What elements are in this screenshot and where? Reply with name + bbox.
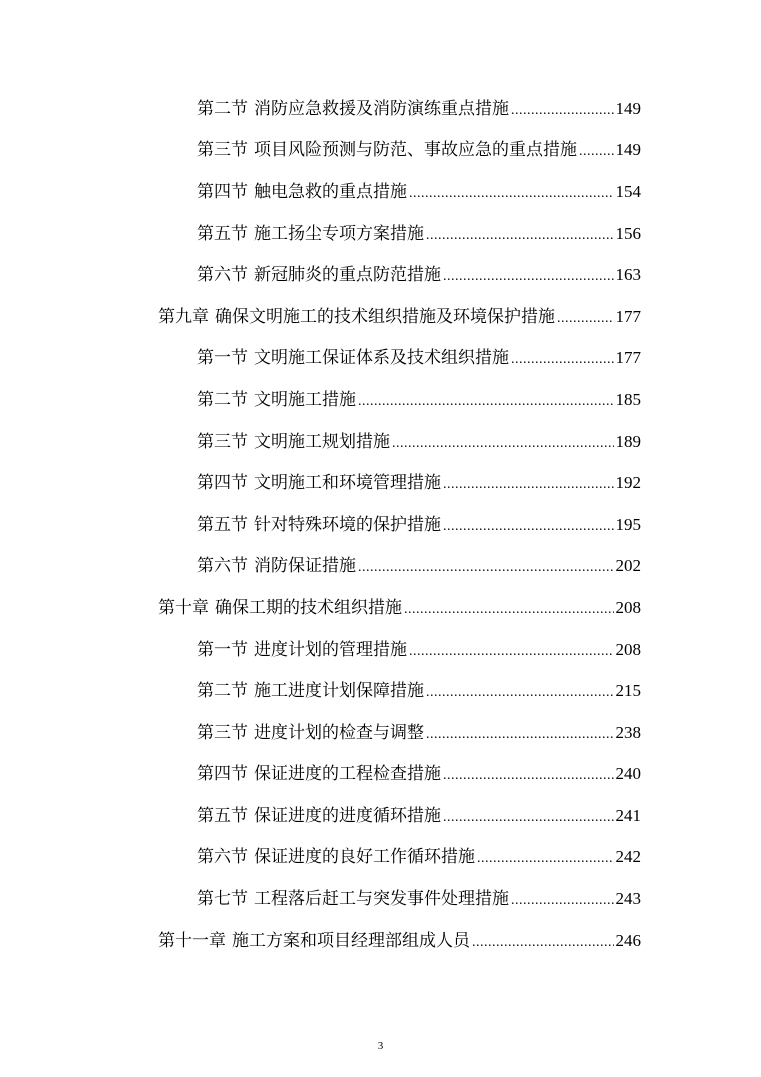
toc-leader-dots: [443, 266, 614, 288]
table-of-contents: [0, 88, 761, 961]
toc-entry-number: 第一节: [197, 348, 248, 369]
toc-entry-title: 项目风险预测与防范、事故应急的重点措施: [254, 140, 577, 161]
toc-entry-label: [197, 763, 441, 785]
toc-entry-label: [197, 846, 475, 868]
toc-entry-page: 177: [615, 306, 641, 326]
toc-entry-number: 第二节: [197, 389, 248, 410]
toc-leader-dots: [511, 100, 614, 122]
toc-entry-page: 242: [615, 847, 641, 867]
toc-entry-label: [158, 597, 402, 619]
toc-entry-page: 189: [615, 431, 641, 451]
toc-entry-page: 243: [615, 889, 641, 909]
toc-section-entry[interactable]: [0, 171, 641, 213]
toc-leader-dots: [511, 349, 614, 371]
toc-leader-dots: [358, 391, 614, 413]
toc-section-entry[interactable]: [0, 254, 641, 296]
toc-entry-label: [197, 472, 441, 494]
toc-entry-title: 触电急救的重点措施: [254, 181, 407, 202]
toc-entry-title: 施工进度计划保障措施: [254, 681, 424, 702]
toc-entry-page: 202: [615, 556, 641, 576]
toc-entry-number: 第六节: [197, 265, 248, 286]
toc-entry-number: 第二节: [197, 98, 248, 119]
toc-leader-dots: [443, 516, 614, 538]
toc-leader-dots: [443, 807, 614, 829]
toc-entry-label: [197, 805, 441, 827]
toc-entry-label: [197, 223, 424, 245]
toc-entry-title: 新冠肺炎的重点防范措施: [254, 265, 441, 286]
toc-entry-label: [197, 514, 441, 536]
toc-leader-dots: [392, 433, 614, 455]
toc-section-entry[interactable]: [0, 837, 641, 879]
toc-entry-number: 第三节: [197, 722, 248, 743]
toc-leader-dots: [358, 557, 614, 579]
toc-leader-dots: [579, 141, 614, 163]
toc-section-entry[interactable]: [0, 754, 641, 796]
toc-entry-number: 第三节: [197, 140, 248, 161]
toc-section-entry[interactable]: [0, 462, 641, 504]
toc-entry-page: 208: [615, 639, 641, 659]
toc-leader-dots: [511, 890, 614, 912]
toc-entry-number: 第五节: [197, 223, 248, 244]
toc-leader-dots: [409, 183, 614, 205]
toc-entry-title: 消防保证措施: [254, 556, 356, 577]
toc-leader-dots: [404, 599, 614, 621]
toc-section-entry[interactable]: [0, 213, 641, 255]
toc-section-entry[interactable]: [0, 130, 641, 172]
toc-entry-title: 保证进度的进度循环措施: [254, 805, 441, 826]
toc-entry-page: 163: [615, 265, 641, 285]
toc-entry-title: 文明施工规划措施: [254, 431, 390, 452]
toc-entry-number: 第六节: [197, 847, 248, 868]
toc-entry-number: 第四节: [197, 181, 248, 202]
toc-section-entry[interactable]: [0, 629, 641, 671]
toc-leader-dots: [426, 225, 614, 247]
toc-leader-dots: [472, 932, 614, 954]
toc-entry-title: 文明施工措施: [254, 389, 356, 410]
toc-entry-number: 第七节: [197, 889, 248, 910]
toc-section-entry[interactable]: [0, 878, 641, 920]
toc-entry-label: [197, 888, 509, 910]
page-number: 3: [377, 1040, 384, 1052]
toc-section-entry[interactable]: [0, 504, 641, 546]
toc-entry-title: 工程落后赶工与突发事件处理措施: [254, 889, 509, 910]
toc-entry-title: 消防应急救援及消防演练重点措施: [254, 98, 509, 119]
toc-entry-label: [197, 389, 356, 411]
toc-entry-title: 文明施工和环境管理措施: [254, 473, 441, 494]
toc-leader-dots: [426, 682, 614, 704]
toc-leader-dots: [409, 641, 614, 663]
toc-entry-title: 保证进度的良好工作循环措施: [254, 847, 475, 868]
toc-entry-label: [197, 431, 390, 453]
toc-leader-dots: [443, 474, 614, 496]
toc-chapter-entry[interactable]: [0, 296, 641, 338]
toc-entry-label: [197, 264, 441, 286]
toc-entry-label: [197, 181, 407, 203]
toc-entry-title: 进度计划的检查与调整: [254, 722, 424, 743]
toc-entry-number: 第一节: [197, 639, 248, 660]
toc-leader-dots: [443, 765, 614, 787]
toc-entry-number: 第九章: [158, 306, 209, 327]
toc-entry-label: [197, 98, 509, 120]
toc-entry-label: [197, 680, 424, 702]
toc-entry-title: 确保工期的技术组织措施: [215, 597, 402, 618]
toc-entry-title: 文明施工保证体系及技术组织措施: [254, 348, 509, 369]
toc-entry-label: [197, 139, 577, 161]
toc-entry-page: 149: [615, 140, 641, 160]
toc-section-entry[interactable]: [0, 712, 641, 754]
toc-chapter-entry[interactable]: [0, 587, 641, 629]
toc-entry-page: 238: [615, 722, 641, 742]
toc-entry-page: 208: [615, 597, 641, 617]
toc-entry-number: 第五节: [197, 514, 248, 535]
toc-chapter-entry[interactable]: [0, 920, 641, 962]
toc-leader-dots: [477, 848, 614, 870]
toc-section-entry[interactable]: [0, 670, 641, 712]
toc-entry-label: [197, 639, 407, 661]
toc-entry-page: 240: [615, 764, 641, 784]
toc-entry-page: 156: [615, 223, 641, 243]
toc-entry-title: 保证进度的工程检查措施: [254, 764, 441, 785]
toc-entry-number: 第五节: [197, 805, 248, 826]
toc-entry-number: 第四节: [197, 764, 248, 785]
toc-entry-number: 第四节: [197, 473, 248, 494]
toc-section-entry[interactable]: [0, 379, 641, 421]
toc-entry-number: 第十一章: [158, 930, 226, 951]
toc-entry-page: 246: [615, 930, 641, 950]
toc-entry-page: 149: [615, 98, 641, 118]
toc-leader-dots: [557, 308, 614, 330]
toc-entry-page: 177: [615, 348, 641, 368]
toc-entry-title: 针对特殊环境的保护措施: [254, 514, 441, 535]
toc-entry-page: 185: [615, 389, 641, 409]
toc-entry-number: 第二节: [197, 681, 248, 702]
toc-entry-label: [197, 555, 356, 577]
toc-section-entry[interactable]: [0, 338, 641, 380]
toc-entry-title: 进度计划的管理措施: [254, 639, 407, 660]
toc-entry-title: 确保文明施工的技术组织措施及环境保护措施: [215, 306, 555, 327]
toc-section-entry[interactable]: [0, 88, 641, 130]
toc-entry-label: [197, 722, 424, 744]
toc-leader-dots: [426, 724, 614, 746]
toc-entry-number: 第六节: [197, 556, 248, 577]
toc-entry-page: 215: [615, 681, 641, 701]
toc-entry-number: 第三节: [197, 431, 248, 452]
toc-section-entry[interactable]: [0, 546, 641, 588]
toc-entry-number: 第十章: [158, 597, 209, 618]
toc-entry-title: 施工扬尘专项方案措施: [254, 223, 424, 244]
toc-entry-label: [197, 347, 509, 369]
toc-entry-label: [158, 930, 470, 952]
toc-section-entry[interactable]: [0, 795, 641, 837]
toc-section-entry[interactable]: [0, 421, 641, 463]
toc-entry-page: 195: [615, 514, 641, 534]
toc-entry-title: 施工方案和项目经理部组成人员: [232, 930, 470, 951]
toc-entry-label: [158, 306, 555, 328]
toc-entry-page: 241: [615, 805, 641, 825]
toc-entry-page: 154: [615, 181, 641, 201]
toc-entry-page: 192: [615, 473, 641, 493]
